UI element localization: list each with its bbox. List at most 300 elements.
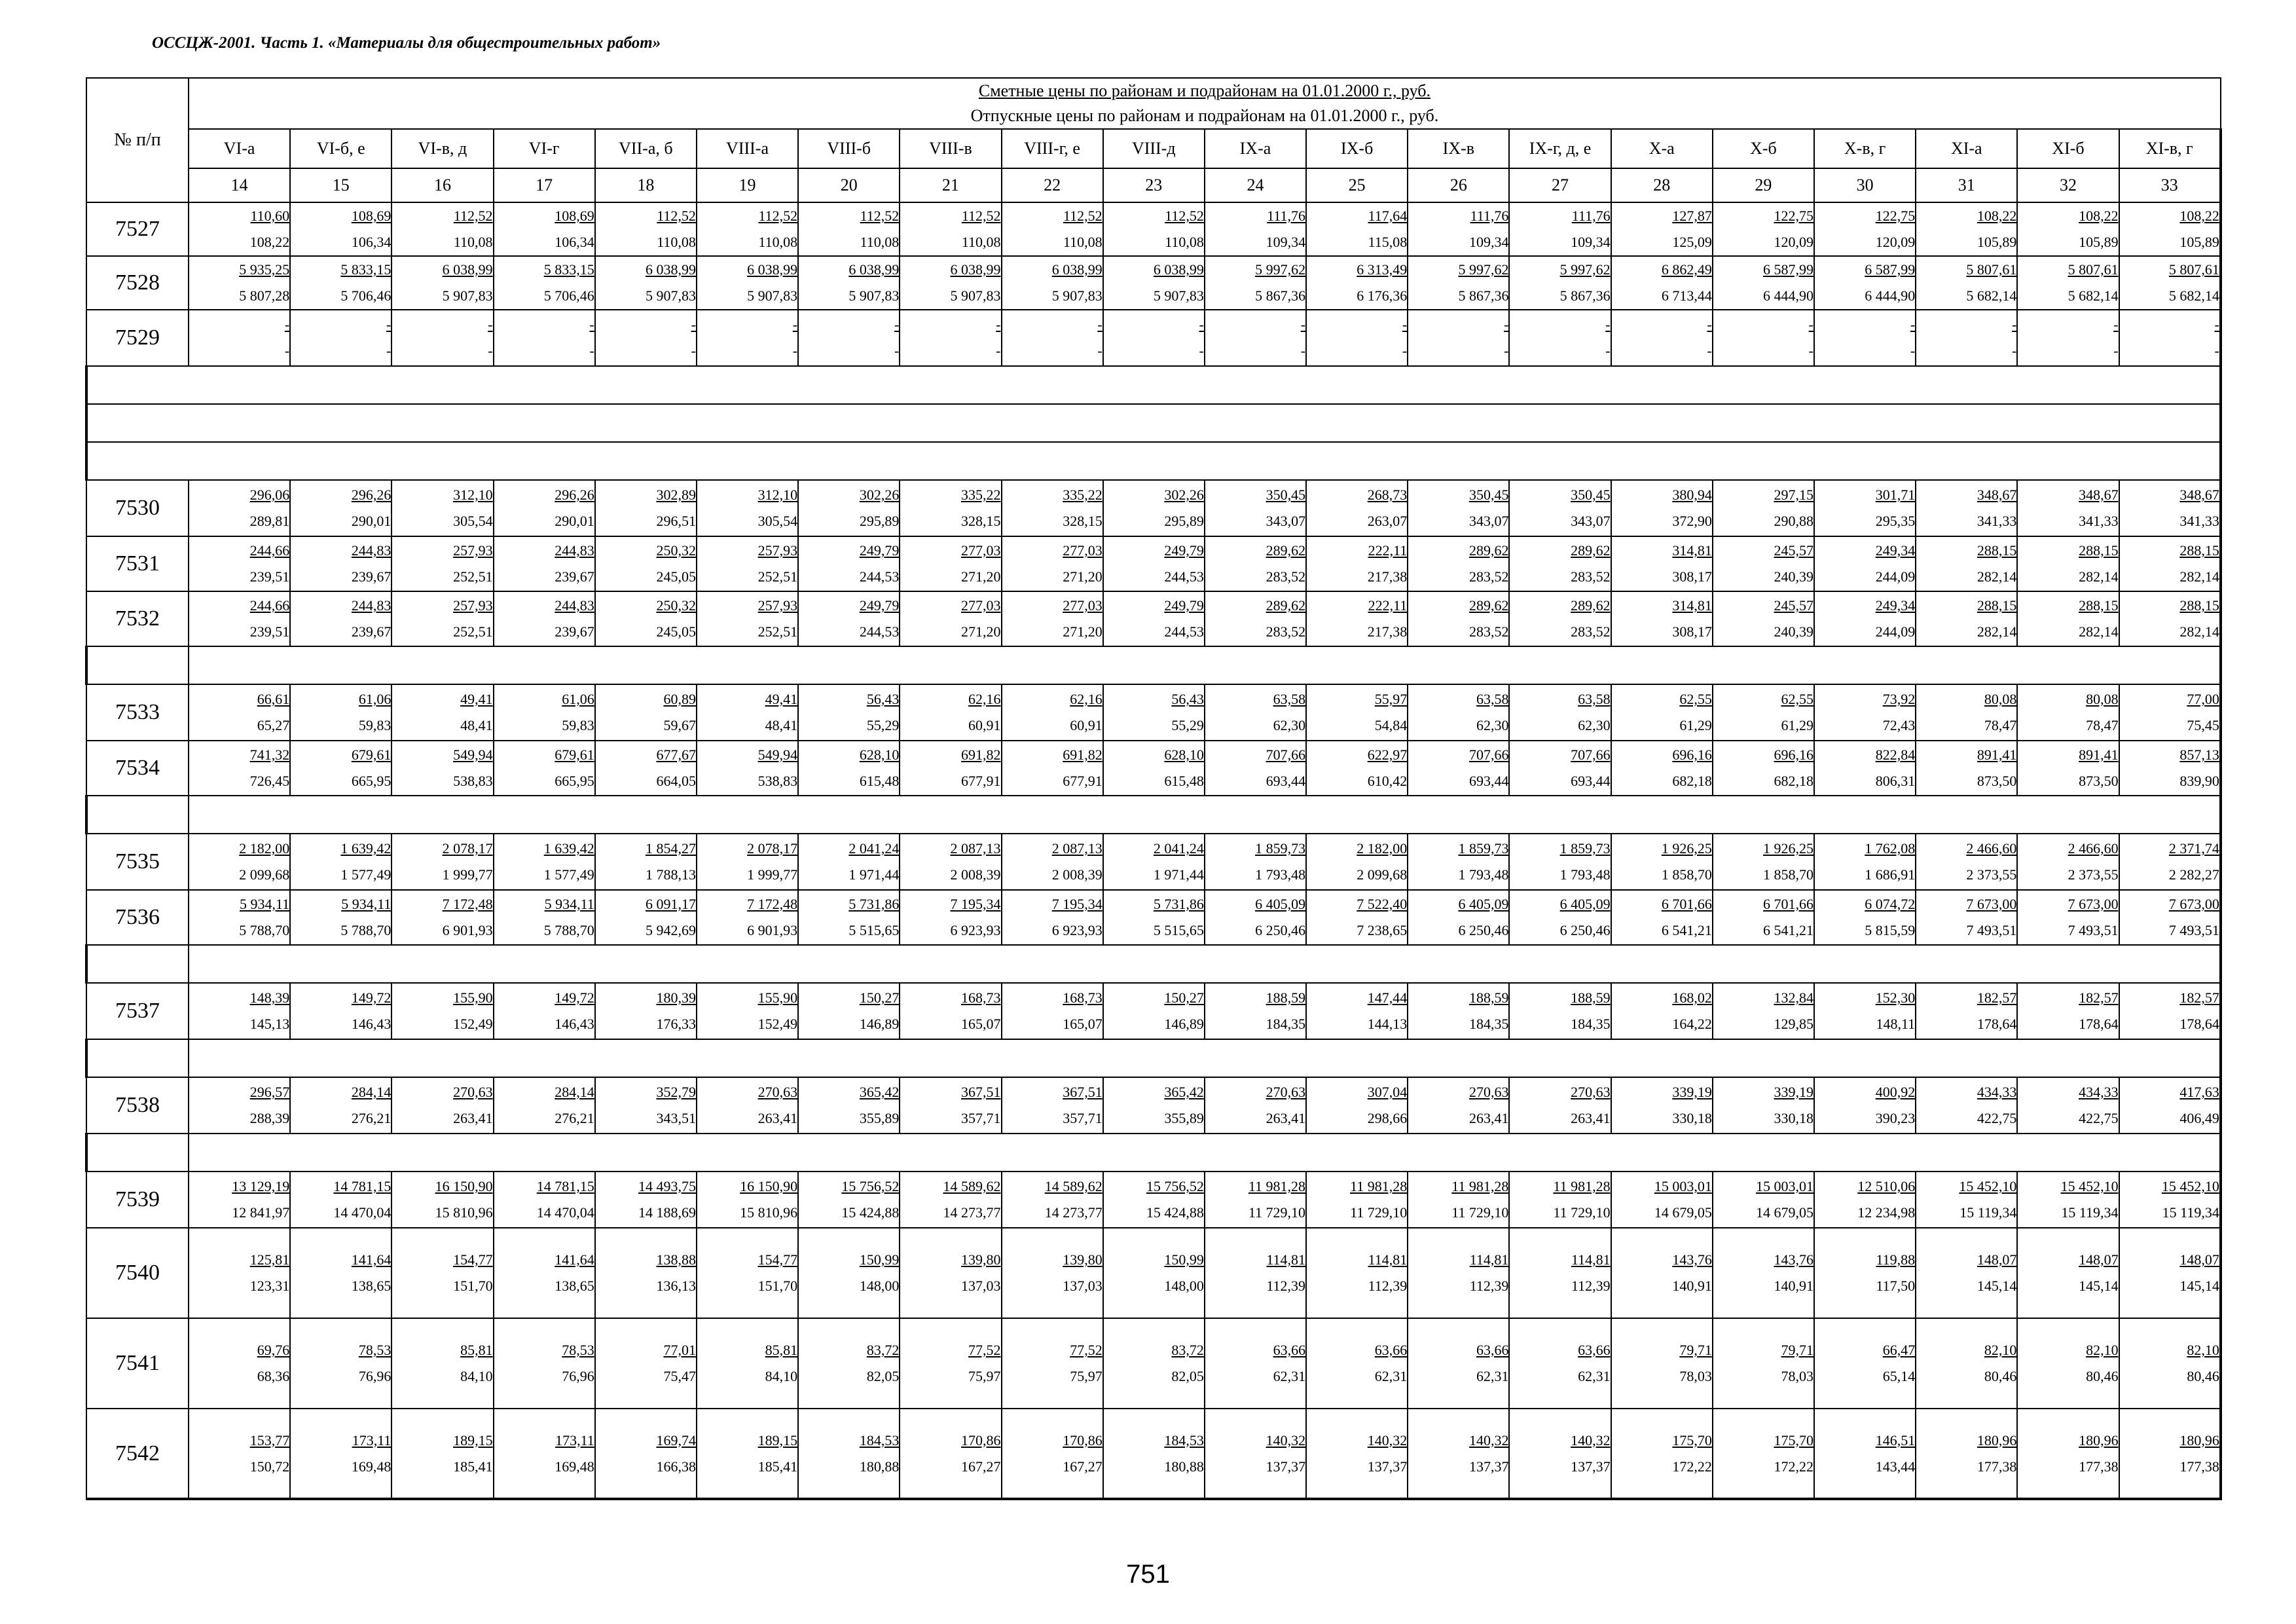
estimated-price: - xyxy=(488,316,493,333)
release-price: 328,15 xyxy=(961,513,1001,529)
release-price: 288,39 xyxy=(249,1110,290,1126)
release-price: 240,39 xyxy=(1774,623,1813,640)
estimated-price: 249,79 xyxy=(859,597,900,614)
release-price: 62,30 xyxy=(1578,717,1611,733)
price-cell xyxy=(2017,983,2119,1039)
price-cell xyxy=(1509,480,1611,536)
estimated-price: 679,61 xyxy=(351,747,392,763)
column-number: 15 xyxy=(290,168,392,202)
estimated-price: 5 997,62 xyxy=(1559,261,1611,278)
table-row xyxy=(86,1318,2221,1409)
estimated-price: 132,84 xyxy=(1774,989,1813,1006)
price-cell xyxy=(697,480,798,536)
estimated-price: 288,15 xyxy=(2179,542,2219,559)
estimated-price: 6 313,49 xyxy=(1357,261,1408,278)
column-number: 33 xyxy=(2119,168,2221,202)
release-price: 252,51 xyxy=(757,623,798,640)
release-price: 82,05 xyxy=(866,1368,900,1384)
region-header: VI-г xyxy=(494,129,595,168)
release-price: 610,42 xyxy=(1367,773,1408,789)
release-price: 137,03 xyxy=(961,1278,1001,1294)
estimated-price: 6 038,99 xyxy=(747,261,798,278)
price-cell xyxy=(1713,310,1814,366)
release-price: 110,08 xyxy=(453,234,493,250)
release-price: 5 682,14 xyxy=(2068,287,2119,304)
estimated-price: 82,10 xyxy=(2187,1342,2219,1358)
price-cell xyxy=(1306,741,1408,796)
release-price: 693,44 xyxy=(1266,773,1306,789)
release-price: 112,39 xyxy=(1469,1278,1509,1294)
price-cell xyxy=(1814,741,1916,796)
table-row xyxy=(86,890,2221,945)
estimated-price: 5 934,11 xyxy=(341,896,392,912)
price-cell xyxy=(290,890,392,945)
release-price: 5 907,83 xyxy=(442,287,493,304)
release-price: 5 907,83 xyxy=(950,287,1001,304)
price-cell xyxy=(697,1409,798,1499)
estimated-price: 140,32 xyxy=(1367,1431,1408,1449)
estimated-price: 83,72 xyxy=(866,1342,900,1358)
release-price: 5 515,65 xyxy=(848,922,900,938)
release-price: 137,37 xyxy=(1468,1458,1509,1475)
row-id: 7537 xyxy=(86,983,189,1039)
estimated-price: 284,14 xyxy=(351,1084,392,1100)
price-cell xyxy=(392,591,493,646)
estimated-price: 112,52 xyxy=(1063,208,1102,224)
price-cell xyxy=(1408,1409,1509,1499)
release-price: 167,27 xyxy=(1063,1458,1102,1475)
row-id: 7539 xyxy=(86,1172,189,1228)
price-cell xyxy=(697,1228,798,1318)
table-row xyxy=(86,1409,2221,1499)
blank-row xyxy=(86,646,2221,684)
price-cell xyxy=(494,834,595,890)
price-cell xyxy=(798,1228,900,1318)
estimated-price: 63,66 xyxy=(1273,1342,1306,1358)
price-cell xyxy=(1814,684,1916,741)
release-price: 75,45 xyxy=(2187,717,2219,733)
price-cell xyxy=(1611,202,1713,256)
row-number-header: № п/п xyxy=(86,78,189,202)
estimated-price: 15 452,10 xyxy=(1959,1178,2017,1194)
table-row xyxy=(86,1172,2221,1228)
release-price: 60,91 xyxy=(968,717,1001,733)
price-cell xyxy=(798,684,900,741)
estimated-price: 6 091,17 xyxy=(645,896,696,912)
price-cell xyxy=(1916,1172,2017,1228)
estimated-price: 14 493,75 xyxy=(638,1178,696,1194)
price-cell xyxy=(1002,202,1103,256)
table-row xyxy=(86,1077,2221,1134)
estimated-price: 249,79 xyxy=(1164,597,1204,614)
release-price: 282,14 xyxy=(2079,568,2119,585)
estimated-price: 15 756,52 xyxy=(841,1178,900,1194)
price-cell xyxy=(189,1172,290,1228)
release-price: 65,14 xyxy=(1882,1368,1916,1384)
blank-id-cell xyxy=(86,796,189,834)
estimated-price: 5 833,15 xyxy=(543,261,594,278)
price-cell xyxy=(392,983,493,1039)
estimated-price: - xyxy=(894,316,900,333)
estimated-price: 1 762,08 xyxy=(1865,840,1916,857)
region-header: IX-а xyxy=(1205,129,1306,168)
estimated-price: 111,76 xyxy=(1470,208,1509,224)
release-price: 806,31 xyxy=(1875,773,1916,789)
release-price: 112,39 xyxy=(1571,1278,1611,1294)
row-id: 7531 xyxy=(86,536,189,591)
column-number: 30 xyxy=(1814,168,1916,202)
price-cell xyxy=(1002,741,1103,796)
release-price: 146,43 xyxy=(351,1016,392,1032)
release-price: 146,43 xyxy=(555,1016,594,1032)
release-price: 252,51 xyxy=(453,623,493,640)
release-price: 244,53 xyxy=(859,568,900,585)
estimated-price: 7 172,48 xyxy=(442,896,493,912)
price-cell xyxy=(2017,256,2119,310)
price-cell xyxy=(392,202,493,256)
price-cell xyxy=(1205,834,1306,890)
release-price: 148,00 xyxy=(859,1278,900,1294)
release-price: 123,31 xyxy=(249,1278,290,1294)
estimated-price: 182,57 xyxy=(2179,989,2219,1006)
estimated-price: 77,52 xyxy=(968,1342,1001,1358)
estimated-price: 189,15 xyxy=(453,1431,493,1449)
row-id: 7532 xyxy=(86,591,189,646)
estimated-price: 348,67 xyxy=(2079,487,2119,503)
price-cell xyxy=(1103,1409,1205,1499)
release-price: 682,18 xyxy=(1672,773,1712,789)
release-price: 290,88 xyxy=(1774,513,1813,529)
release-price: 7 493,51 xyxy=(1966,922,2017,938)
blank-id-cell xyxy=(86,1134,189,1172)
price-cell xyxy=(1611,983,1713,1039)
region-header: IX-б xyxy=(1306,129,1408,168)
release-price: 14 679,05 xyxy=(1756,1204,1813,1221)
price-cell xyxy=(1713,890,1814,945)
price-cell xyxy=(1205,1409,1306,1499)
release-price: - xyxy=(1199,342,1204,359)
price-cell xyxy=(1916,536,2017,591)
price-cell xyxy=(189,684,290,741)
price-cell xyxy=(697,684,798,741)
price-cell xyxy=(290,741,392,796)
estimated-price: 891,41 xyxy=(2079,747,2119,763)
release-price: 110,08 xyxy=(1063,234,1102,250)
price-cell xyxy=(494,1228,595,1318)
release-price: 176,33 xyxy=(656,1016,696,1032)
price-cell xyxy=(2119,480,2221,536)
release-price: 78,47 xyxy=(1984,717,2017,733)
price-cell xyxy=(1205,741,1306,796)
price-cell xyxy=(1509,310,1611,366)
price-cell xyxy=(2119,684,2221,741)
estimated-price: 66,61 xyxy=(257,691,290,707)
estimated-price: 15 003,01 xyxy=(1654,1178,1712,1194)
price-cell xyxy=(392,310,493,366)
region-header: VIII-д xyxy=(1103,129,1205,168)
price-cell xyxy=(1408,480,1509,536)
estimated-price: 257,93 xyxy=(757,542,798,559)
release-price: 271,20 xyxy=(961,623,1001,640)
price-cell xyxy=(1103,1228,1205,1318)
estimated-price: 5 997,62 xyxy=(1458,261,1509,278)
price-cell xyxy=(392,256,493,310)
estimated-price: 16 150,90 xyxy=(740,1178,798,1194)
estimated-price: 1 859,73 xyxy=(1255,840,1306,857)
estimated-price: 114,81 xyxy=(1571,1251,1611,1268)
release-price: 11 729,10 xyxy=(1248,1204,1306,1221)
release-price: 117,50 xyxy=(1876,1278,1916,1294)
release-price: 276,21 xyxy=(351,1110,392,1126)
release-price: - xyxy=(284,342,290,359)
release-price: 355,89 xyxy=(1164,1110,1204,1126)
estimated-price: 1 926,25 xyxy=(1763,840,1813,857)
release-price: 5 788,70 xyxy=(340,922,392,938)
release-price: 137,37 xyxy=(1266,1458,1306,1475)
region-header: IX-г, д, е xyxy=(1509,129,1611,168)
price-cell xyxy=(595,1077,697,1134)
estimated-price: 77,01 xyxy=(663,1342,696,1358)
price-cell xyxy=(1306,983,1408,1039)
release-price: 138,65 xyxy=(555,1278,594,1294)
estimated-price: 7 673,00 xyxy=(2168,896,2219,912)
release-price: 406,49 xyxy=(2179,1110,2219,1126)
price-cell xyxy=(392,890,493,945)
price-cell xyxy=(900,536,1001,591)
price-cell xyxy=(595,834,697,890)
estimated-price: 63,66 xyxy=(1578,1342,1611,1358)
estimated-price: 2 466,60 xyxy=(2068,840,2119,857)
estimated-price: 108,22 xyxy=(2179,208,2219,224)
blank-id-cell xyxy=(86,945,189,983)
price-cell xyxy=(1408,591,1509,646)
release-price: 693,44 xyxy=(1468,773,1509,789)
estimated-price: 155,90 xyxy=(757,989,798,1006)
estimated-price: 257,93 xyxy=(757,597,798,614)
price-cell xyxy=(1713,1077,1814,1134)
estimated-price: 189,15 xyxy=(757,1431,798,1449)
price-cell xyxy=(595,741,697,796)
price-cell xyxy=(1002,1228,1103,1318)
estimated-price: 400,92 xyxy=(1875,1084,1916,1100)
estimated-price: 365,42 xyxy=(1164,1084,1204,1100)
price-cell xyxy=(189,202,290,256)
release-price: 115,08 xyxy=(1368,234,1408,250)
estimated-price: 83,72 xyxy=(1171,1342,1204,1358)
estimated-price: 141,64 xyxy=(555,1251,594,1268)
column-number: 32 xyxy=(2017,168,2119,202)
price-cell xyxy=(494,1172,595,1228)
row-id: 7538 xyxy=(86,1077,189,1134)
estimated-price: 314,81 xyxy=(1672,542,1712,559)
region-header: VIII-в xyxy=(900,129,1001,168)
estimated-price: 7 195,34 xyxy=(950,896,1001,912)
table-row xyxy=(86,310,2221,366)
release-price: 2 008,39 xyxy=(950,866,1001,883)
estimated-price: 380,94 xyxy=(1672,487,1712,503)
estimated-price: 14 589,62 xyxy=(943,1178,1001,1194)
release-price: 143,44 xyxy=(1875,1458,1916,1475)
estimated-price: 143,76 xyxy=(1774,1251,1813,1268)
price-cell xyxy=(189,256,290,310)
price-cell xyxy=(1002,1318,1103,1409)
blank-cell xyxy=(189,1039,2221,1077)
price-cell xyxy=(2119,202,2221,256)
release-price: 151,70 xyxy=(757,1278,798,1294)
price-cell xyxy=(798,202,900,256)
price-cell xyxy=(1306,310,1408,366)
estimated-price: 62,55 xyxy=(1679,691,1712,707)
release-price: 372,90 xyxy=(1672,513,1712,529)
estimated-price: 15 452,10 xyxy=(2060,1178,2119,1194)
estimated-price: 284,14 xyxy=(555,1084,594,1100)
price-cell xyxy=(2017,1409,2119,1499)
estimated-price: 149,72 xyxy=(351,989,392,1006)
estimated-price: 111,76 xyxy=(1267,208,1306,224)
estimated-price: 249,79 xyxy=(1164,542,1204,559)
estimated-price: 288,15 xyxy=(1977,597,2017,614)
estimated-price: 6 038,99 xyxy=(645,261,696,278)
row-id: 7534 xyxy=(86,741,189,796)
price-cell xyxy=(1509,834,1611,890)
estimated-price: 7 673,00 xyxy=(2068,896,2119,912)
price-cell xyxy=(1103,591,1205,646)
price-cell xyxy=(1408,983,1509,1039)
row-id: 7530 xyxy=(86,480,189,536)
price-cell xyxy=(2119,1172,2221,1228)
release-price: 5 815,59 xyxy=(1865,922,1916,938)
estimated-price: 277,03 xyxy=(1063,542,1102,559)
release-price: 55,29 xyxy=(866,717,900,733)
estimated-price: 350,45 xyxy=(1571,487,1611,503)
estimated-price: 250,32 xyxy=(656,542,696,559)
estimated-price: 348,67 xyxy=(2179,487,2219,503)
release-price: - xyxy=(894,342,900,359)
price-cell xyxy=(494,480,595,536)
estimated-price: 296,26 xyxy=(351,487,392,503)
release-price: 283,52 xyxy=(1468,568,1509,585)
price-cell xyxy=(1509,1228,1611,1318)
release-price: 61,29 xyxy=(1781,717,1813,733)
estimated-price: 350,45 xyxy=(1468,487,1509,503)
price-cell xyxy=(290,310,392,366)
release-price: 82,05 xyxy=(1171,1368,1204,1384)
row-id: 7540 xyxy=(86,1228,189,1318)
estimated-price: 707,66 xyxy=(1468,747,1509,763)
estimated-price: 434,33 xyxy=(2079,1084,2119,1100)
release-price: 6 250,46 xyxy=(1559,922,1611,938)
price-cell xyxy=(1408,202,1509,256)
price-cell xyxy=(1205,591,1306,646)
price-cell xyxy=(1916,480,2017,536)
price-cell xyxy=(1408,834,1509,890)
price-cell xyxy=(290,684,392,741)
column-number: 21 xyxy=(900,168,1001,202)
release-price: 178,64 xyxy=(2179,1016,2219,1032)
estimated-price: 628,10 xyxy=(859,747,900,763)
estimated-price: 296,26 xyxy=(555,487,594,503)
release-price: 75,97 xyxy=(1070,1368,1102,1384)
column-number: 19 xyxy=(697,168,798,202)
release-price: 145,14 xyxy=(2179,1278,2219,1294)
estimated-price: 14 589,62 xyxy=(1044,1178,1102,1194)
release-price: 80,46 xyxy=(1984,1368,2017,1384)
estimated-price: 1 639,42 xyxy=(340,840,392,857)
price-cell xyxy=(1408,310,1509,366)
estimated-price: 288,15 xyxy=(2179,597,2219,614)
price-cell xyxy=(2017,1077,2119,1134)
estimated-price: 60,89 xyxy=(663,691,696,707)
price-cell xyxy=(595,1228,697,1318)
release-price: 167,27 xyxy=(961,1458,1001,1475)
release-price: 677,91 xyxy=(1063,773,1102,789)
price-cell xyxy=(2119,310,2221,366)
price-cell xyxy=(900,890,1001,945)
estimated-price: 150,99 xyxy=(1164,1251,1204,1268)
estimated-price: 2 371,74 xyxy=(2168,840,2219,857)
price-cell xyxy=(189,834,290,890)
estimated-price: 2 182,00 xyxy=(1357,840,1408,857)
estimated-price: 112,52 xyxy=(961,208,1001,224)
estimated-price: 1 859,73 xyxy=(1559,840,1611,857)
price-cell xyxy=(697,741,798,796)
release-price: 169,48 xyxy=(351,1458,392,1475)
price-cell xyxy=(1713,1228,1814,1318)
price-cell xyxy=(1713,983,1814,1039)
price-cell xyxy=(290,1318,392,1409)
estimated-price: 5 807,61 xyxy=(2168,261,2219,278)
release-price: 341,33 xyxy=(2179,513,2219,529)
table-row xyxy=(86,834,2221,890)
estimated-price: 5 807,61 xyxy=(1966,261,2017,278)
release-price: 664,05 xyxy=(656,773,696,789)
release-price: 239,67 xyxy=(351,623,392,640)
estimated-price: 6 405,09 xyxy=(1458,896,1509,912)
estimated-price: 110,60 xyxy=(250,208,290,224)
release-price: 165,07 xyxy=(1063,1016,1102,1032)
estimated-price: 244,66 xyxy=(249,542,290,559)
estimated-price: 312,10 xyxy=(757,487,798,503)
estimated-price: 85,81 xyxy=(460,1342,493,1358)
estimated-price: 173,11 xyxy=(555,1431,594,1449)
blank-id-cell xyxy=(86,1039,189,1077)
estimated-price: 69,76 xyxy=(257,1342,290,1358)
blank-row xyxy=(86,1134,2221,1172)
estimated-price: 168,02 xyxy=(1672,989,1712,1006)
price-cell xyxy=(900,834,1001,890)
estimated-price: 85,81 xyxy=(765,1342,798,1358)
price-cell xyxy=(1814,536,1916,591)
release-price: 108,22 xyxy=(249,234,290,250)
release-price: 146,89 xyxy=(859,1016,900,1032)
estimated-price: 188,59 xyxy=(1571,989,1611,1006)
estimated-price: - xyxy=(1504,316,1509,333)
release-price: 184,35 xyxy=(1468,1016,1509,1032)
release-price: 112,39 xyxy=(1368,1278,1408,1294)
estimated-price: 549,94 xyxy=(453,747,493,763)
price-cell xyxy=(1916,684,2017,741)
estimated-price: 277,03 xyxy=(1063,597,1102,614)
price-cell xyxy=(189,310,290,366)
column-number: 23 xyxy=(1103,168,1205,202)
price-cell xyxy=(1509,684,1611,741)
price-cell xyxy=(1103,684,1205,741)
estimated-price: 168,73 xyxy=(1063,989,1102,1006)
release-price: 120,09 xyxy=(1875,234,1916,250)
release-price: 343,07 xyxy=(1571,513,1611,529)
release-price: 5 907,83 xyxy=(645,287,696,304)
estimated-price: 270,63 xyxy=(1266,1084,1306,1100)
